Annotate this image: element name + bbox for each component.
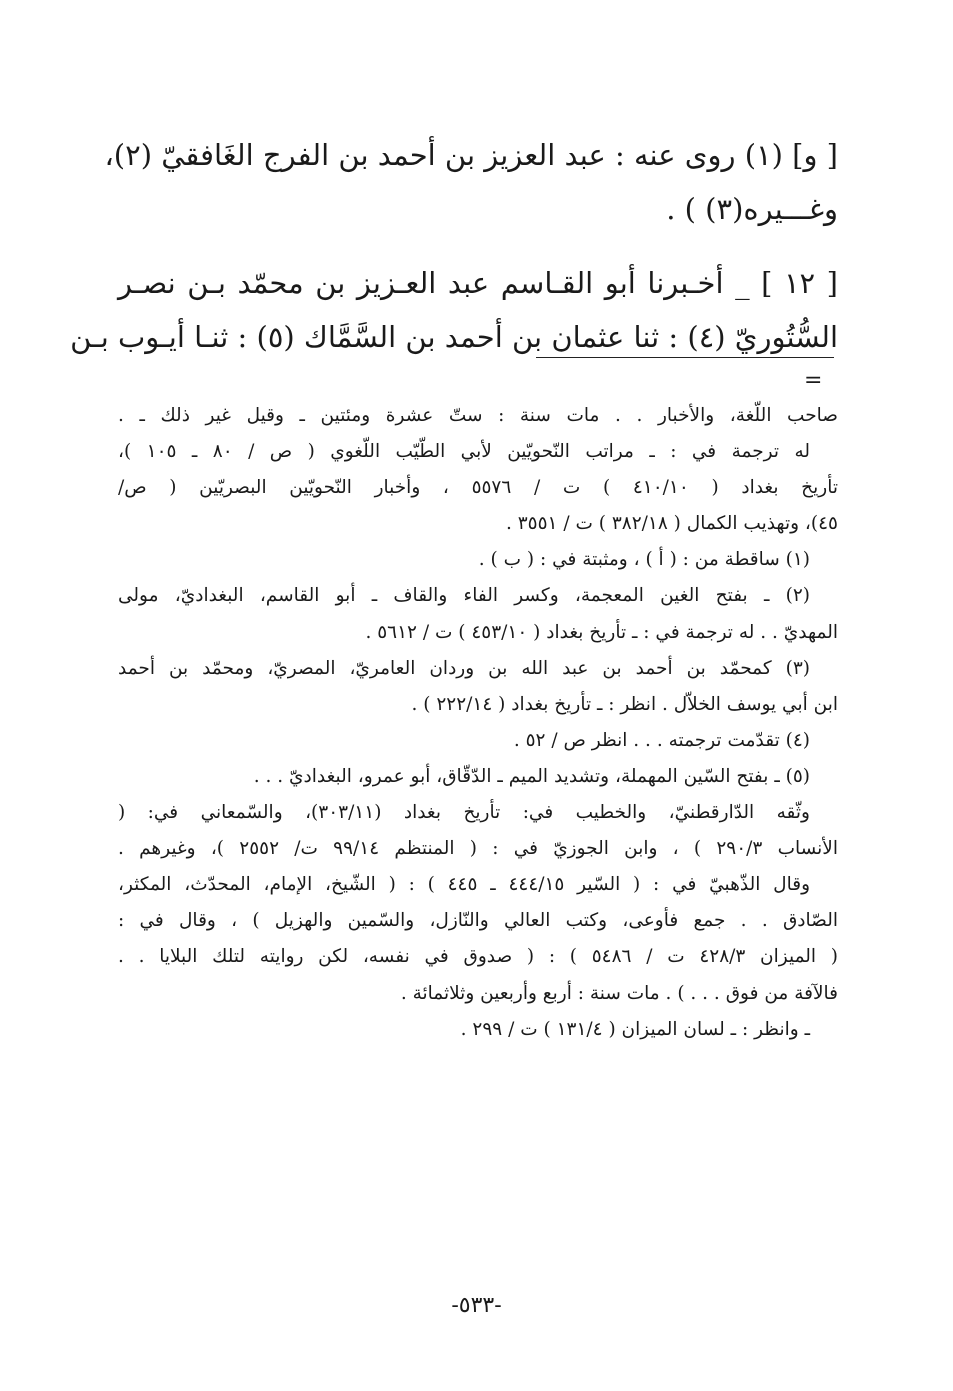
main-line: وغـــيره(٣) ) . — [666, 192, 838, 226]
footnote-line: (١) ساقطة من : ( أ ) ، ومثبتة في : ( ب ) . — [478, 549, 810, 571]
footnote-separator — [536, 357, 834, 358]
footnote-line: الصّادق . . جمع فأوعى، وكتب العالي والنّازل، والسّمين والهزيل ) ، وقال في : — [118, 910, 838, 932]
footnote-line: (٤) تقدّمت ترجمته . . . انظر ص / ٥٢ . — [513, 729, 810, 751]
main-paragraph-1 — [104, 128, 838, 236]
footnote-line: (٣) كمحمّد بن أحمد بن عبد الله بن وردان العامريّ، المصريّ، ومحمّد بن أحمد — [118, 657, 810, 679]
footnote-line: وثّقه الدّارقطنيّ، والخطيب في: تأريخ بغداد (٣٠٣/١١)، والسّمعاني في: ( — [118, 802, 810, 824]
footnote-line: (٢) ـ بفتح الغين المعجمة، وكسر الفاء والقاف ـ أبو القاسم، البغداديّ، مولى — [118, 585, 810, 607]
footnote-line: (٥) ـ بفتح السّين المهملة، وتشديد الميم ـ الدّقّاق، أبو عمرو، البغداديّ . . . — [253, 765, 810, 787]
main-line: [ و] (١) روى عنه : عبد العزيز بن أحمد بن الفرج الغَافقيّ (٢)، — [104, 138, 838, 172]
continuation-mark: = — [804, 368, 823, 393]
footnote-line: ٤٥)، وتهذيب الكمال ( ٣٨٢/١٨ ) ت / ٣٥٥١ . — [505, 513, 838, 535]
footnote-line: تأريخ بغداد ( ٤١٠/١٠ ) ت / ٥٥٧٦ ، وأخبار النّحويّين البصريّين ( ص/ — [118, 477, 838, 499]
page-number: -٥٣٣- — [451, 1293, 502, 1318]
footnote-line: وقال الذّهبيّ في : ( السّير ٤٤٤/١٥ ـ ٤٤٥ ) : ( الشّيخ، الإمام، المحدّث، المكثر، — [118, 874, 811, 896]
main-line: السُّتُوريّ (٤) : ثنا عثمان بن أحمد بن السَّمَّاك (٥) : ثنـا أيـوب بـن — [70, 320, 838, 354]
footnote-line: المهديّ . . له ترجمة في : ـ تأريخ بغداد ( ٤٥٣/١٠ ) ت / ٥٦١٢ . — [365, 621, 838, 643]
main-paragraph-2 — [70, 256, 838, 364]
footnote-line: ابن أبي يوسف الخلاّل . انظر : ـ تأريخ بغداد ( ٢٢٢/١٤ ) . — [411, 693, 838, 715]
footnote-line: الأنساب ٢٩٠/٣ ) ، وابن الجوزيّ في : ( المنتظم ٩٩/١٤ ت/ ٢٥٥٢ )، وغيرهم . — [118, 838, 838, 860]
footnote-line: فالآفة من فوق . . . ) . مات سنة : أربع وأربعين وثلاثمائة . — [400, 982, 838, 1004]
footnote-line: ( الميزان ٤٢٨/٣ ت / ٥٤٨٦ ) : ( صدوق في نفسه، لكن روايته لتلك البلايا . . — [118, 946, 838, 968]
footnotes — [118, 398, 838, 1048]
footnote-line: له ترجمة في : ـ مراتب النّحويّين لأبي الطّيّب اللّغوي ( ص / ٨٠ ـ ١٠٥ )، — [118, 441, 810, 463]
footnote-line: صاحب اللّغة، والأخبار . . مات سنة : ستّ عشرة ومئتين ـ وقيل غير ذلك ـ . — [118, 405, 838, 426]
footnote-line: ـ وانظر : ـ لسان الميزان ( ١٣١/٤ ) ت / ٢٩٩ . — [460, 1018, 810, 1040]
main-line: [ ١٢ ] _ أخـبرنا أبو القـاسم عبد العـزيز بن محمّد بـن نصـر — [118, 266, 838, 300]
